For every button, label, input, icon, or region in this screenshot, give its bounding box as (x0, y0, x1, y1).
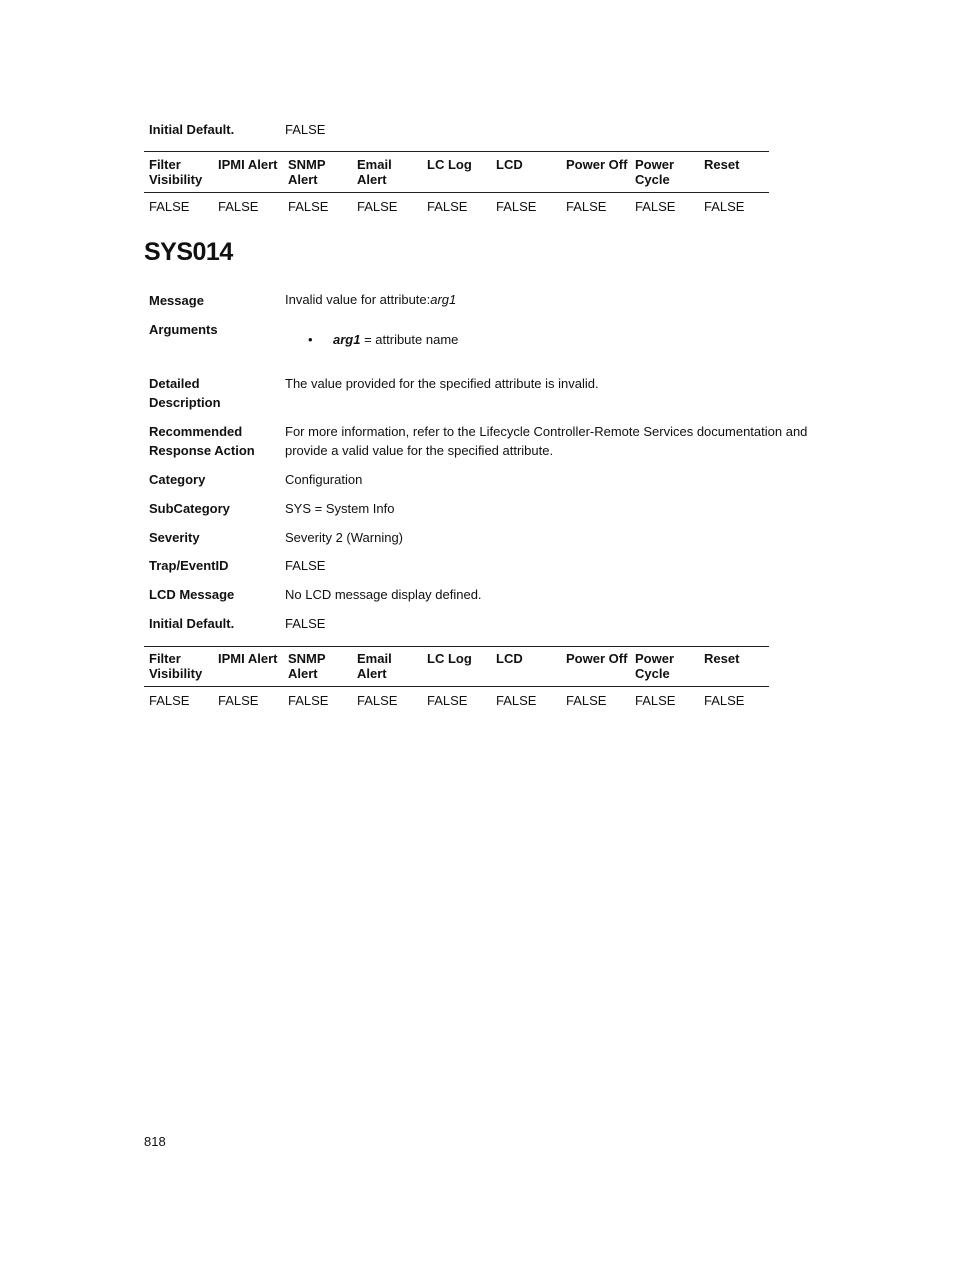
recommended-label-line-1: Recommended (149, 424, 243, 439)
table2-cell: FALSE (149, 693, 190, 708)
subcategory-label: SubCategory (149, 501, 230, 516)
table1-header-line: IPMI Alert (218, 157, 278, 172)
table1-header-line: SNMP (288, 157, 326, 172)
table1-cell: FALSE (288, 199, 329, 214)
table1-header-line: Cycle (635, 172, 670, 187)
table2-header-cell (635, 651, 674, 681)
table1-header-line: Power Off (566, 157, 628, 172)
table1-header-line: Visibility (149, 172, 203, 187)
table2-header-line: Power Off (566, 651, 628, 666)
table2-cell: FALSE (496, 693, 537, 708)
table1-cell: FALSE (496, 199, 537, 214)
table2-header-line: Filter (149, 651, 181, 666)
table1-header-line: Alert (288, 172, 318, 187)
table2-cell: FALSE (704, 693, 745, 708)
table1-header-line: Filter (149, 157, 181, 172)
table1-cell: FALSE (704, 199, 745, 214)
recommended-label-line-2: Response Action (149, 443, 255, 458)
initial-default-label-2: Initial Default. (149, 616, 235, 631)
lcd-message-value: No LCD message display defined. (285, 587, 482, 602)
recommended-action-value (285, 422, 807, 460)
table1-header-cell (496, 157, 523, 172)
table2-cell: FALSE (288, 693, 329, 708)
table2-header-line: Visibility (149, 666, 203, 681)
initial-default-value: FALSE (285, 122, 326, 137)
table2-cell: FALSE (427, 693, 468, 708)
message-arg: arg1 (430, 292, 457, 307)
table-header-rule (144, 192, 769, 193)
table1-cell: FALSE (635, 199, 676, 214)
argument-text: = attribute name (360, 332, 459, 347)
table1-cell: FALSE (357, 199, 398, 214)
category-label: Category (149, 472, 206, 487)
table2-header-cell (357, 651, 392, 681)
table2-header-line: Email (357, 651, 392, 666)
section-title: SYS014 (144, 238, 233, 266)
message-label: Message (149, 293, 204, 308)
table2-header-cell (704, 651, 739, 666)
table1-header-line: Email (357, 157, 392, 172)
table2-header-cell (496, 651, 523, 666)
table1-header-cell (427, 157, 472, 172)
category-value: Configuration (285, 472, 363, 487)
table1-header-line: LC Log (427, 157, 472, 172)
table-top-rule (144, 151, 769, 152)
table2-header-line: IPMI Alert (218, 651, 278, 666)
message-value (285, 290, 456, 309)
table1-header-line: LCD (496, 157, 523, 172)
trap-eventid-value: FALSE (285, 558, 326, 573)
recommended-value-line-2: provide a valid value for the specified attribute. (285, 443, 554, 458)
trap-eventid-label: Trap/EventID (149, 558, 229, 573)
subcategory-value: SYS = System Info (285, 501, 395, 516)
table2-header-line: Reset (704, 651, 740, 666)
table2-header-line: Alert (357, 666, 387, 681)
table1-header-cell (218, 157, 277, 172)
table1-header-cell (704, 157, 739, 172)
table2-header-cell (288, 651, 326, 681)
table2-header-line: LCD (496, 651, 523, 666)
table1-header-line: Alert (357, 172, 387, 187)
table2-cell: FALSE (357, 693, 398, 708)
table2-header-cell (218, 651, 277, 666)
table1-cell: FALSE (566, 199, 607, 214)
table2-cell: FALSE (566, 693, 607, 708)
detailed-description-value: The value provided for the specified attribute is invalid. (285, 376, 599, 391)
table2-top-rule (144, 646, 769, 647)
detailed-label-line-2: Description (149, 395, 221, 410)
table1-cell: FALSE (218, 199, 259, 214)
table2-header-line: Power (635, 651, 675, 666)
table2-header-rule (144, 686, 769, 687)
table1-header-cell (357, 157, 392, 187)
detailed-label-line-1: Detailed (149, 376, 200, 391)
table2-header-line: LC Log (427, 651, 472, 666)
message-text: Invalid value for attribute: (285, 292, 431, 307)
page-number: 818 (144, 1134, 166, 1149)
table1-header-line: Power (635, 157, 675, 172)
table1-header-cell (288, 157, 326, 187)
recommended-value-line-1: For more information, refer to the Lifecycle Controller-Remote Services documentation and (285, 424, 808, 439)
table1-header-cell (635, 157, 674, 187)
table2-header-cell (566, 651, 627, 666)
table2-cell: FALSE (218, 693, 259, 708)
table1-cell: FALSE (149, 199, 190, 214)
table1-header-cell (566, 157, 627, 172)
recommended-action-label (149, 422, 255, 460)
table2-header-line: SNMP (288, 651, 326, 666)
table1-header-line: Reset (704, 157, 740, 172)
table2-header-line: Alert (288, 666, 318, 681)
table1-cell: FALSE (427, 199, 468, 214)
table2-header-cell (427, 651, 472, 666)
initial-default-label: Initial Default. (149, 122, 235, 137)
arguments-label: Arguments (149, 322, 218, 337)
table2-header-line: Cycle (635, 666, 670, 681)
table2-header-cell (149, 651, 202, 681)
table2-cell: FALSE (635, 693, 676, 708)
argument-bullet: • (308, 332, 313, 347)
initial-default-value-2: FALSE (285, 616, 326, 631)
argument-item (333, 332, 458, 347)
detailed-description-label (149, 374, 221, 412)
severity-label: Severity (149, 530, 200, 545)
lcd-message-label: LCD Message (149, 587, 235, 602)
argument-name: arg1 (333, 332, 361, 347)
severity-value: Severity 2 (Warning) (285, 530, 403, 545)
table1-header-cell (149, 157, 202, 187)
